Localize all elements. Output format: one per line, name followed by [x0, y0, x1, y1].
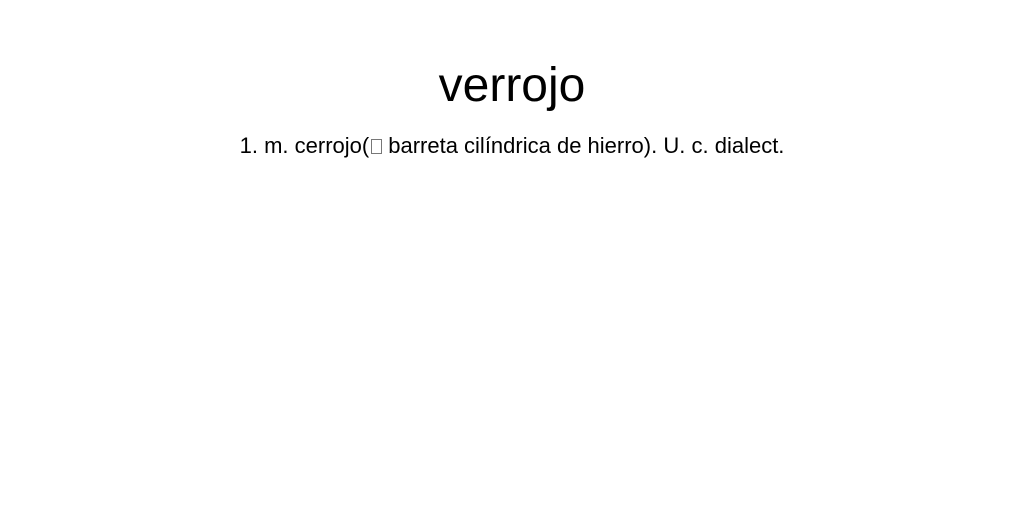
headword-title: verrojo: [438, 59, 586, 112]
definition-line: [0, 132, 1024, 160]
crossref-word: cerrojo: [294, 133, 362, 158]
sense-number: 1.: [239, 133, 258, 158]
open-paren: (: [361, 133, 370, 158]
close-paren: ).: [643, 133, 658, 158]
grammatical-category: m.: [264, 133, 289, 158]
missing-glyph-icon: [371, 139, 382, 154]
usage-note: U. c. dialect.: [663, 133, 785, 158]
gloss-text: barreta cilíndrica de hierro: [388, 133, 644, 158]
